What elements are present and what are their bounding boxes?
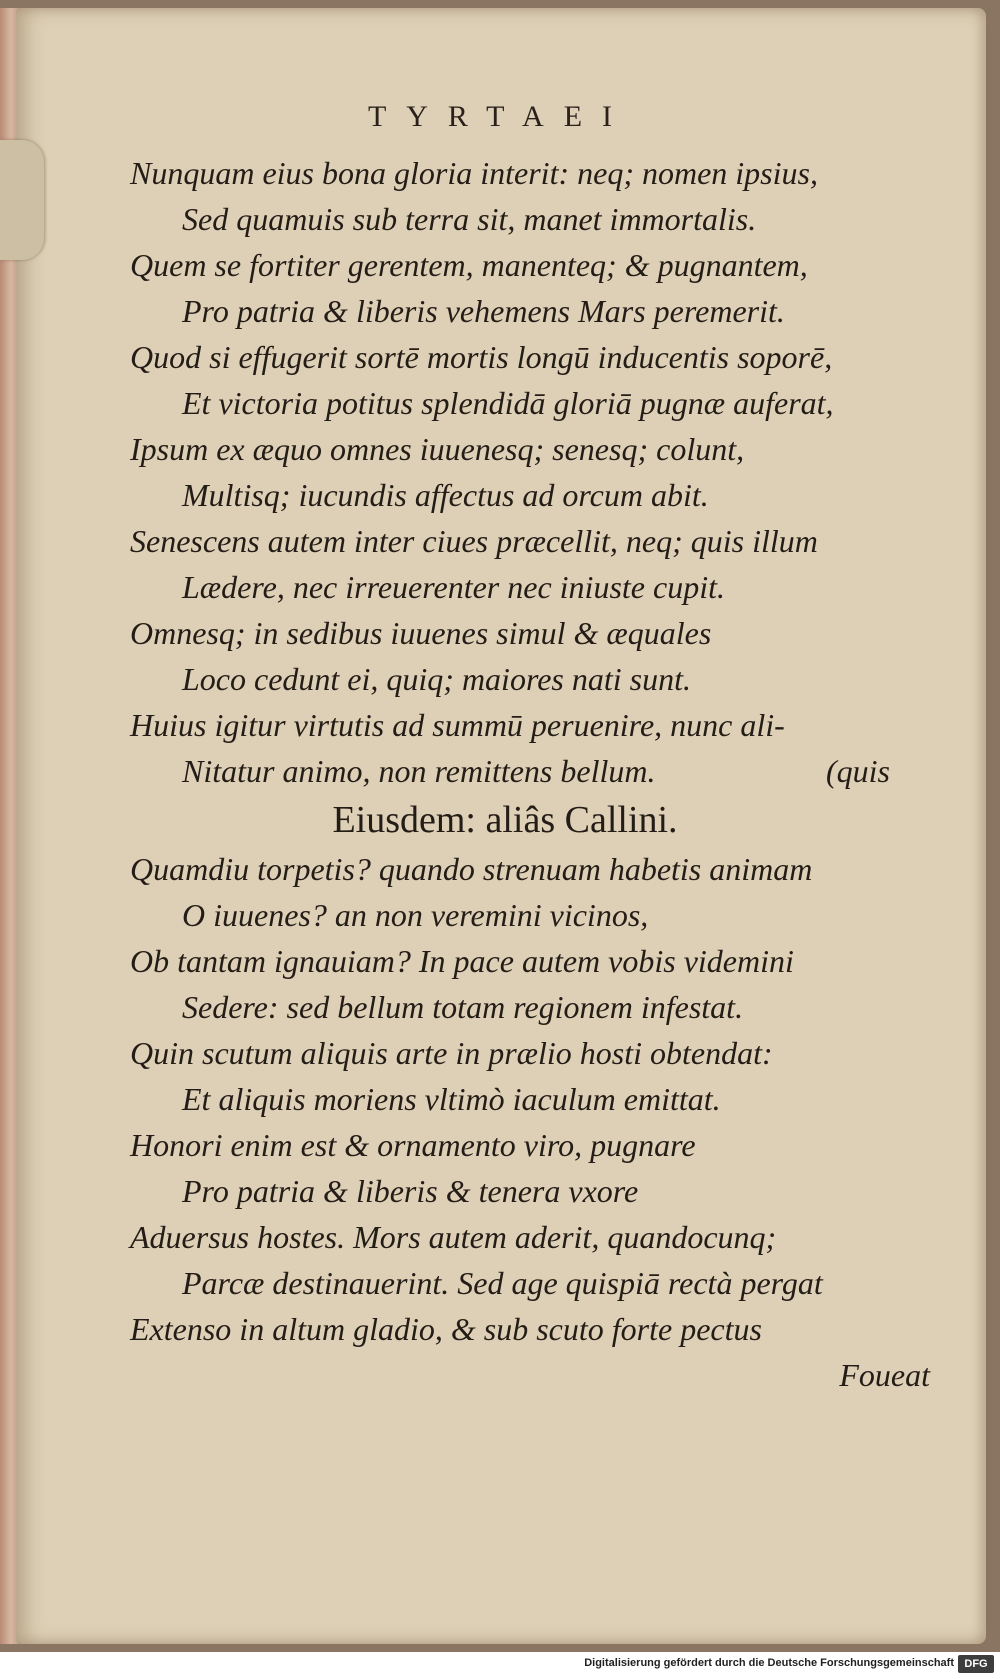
poem-line: Loco cedunt ei, quiq; maiores nati sunt. <box>182 661 691 697</box>
section-title: Eiusdem: aliâs Callini. <box>332 799 678 841</box>
poem-line: Honori enim est & ornamento viro, pugnare <box>130 1127 696 1163</box>
poem-line: Pro patria & liberis & tenera vxore <box>182 1173 639 1209</box>
poem-line: Quem se fortiter gerentem, manenteq; & pugnantem, <box>130 247 808 283</box>
poem-line: Pro patria & liberis vehemens Mars peremerit. <box>182 293 785 329</box>
poem-line: Et victoria potitus splendidā gloriā pugnæ auferat, <box>182 385 834 421</box>
poem-line: Parcæ destinauerint. Sed age quispiā rectà pergat <box>182 1265 823 1301</box>
running-head: TYRTAEI <box>367 100 633 133</box>
poem-line: O iuuenes? an non veremini vicinos, <box>182 897 649 933</box>
footer-bar <box>0 1652 1000 1679</box>
dfg-logo-icon: DFG <box>958 1655 994 1673</box>
line-continuation: (quis <box>826 753 890 789</box>
poem-line: Huius igitur virtutis ad summū peruenire, nunc ali- <box>130 707 785 743</box>
poem-line: Quod si effugerit sortē mortis longū inducentis soporē, <box>130 339 833 375</box>
poem-line: Extenso in altum gladio, & sub scuto forte pectus <box>130 1311 762 1347</box>
page-tab <box>0 140 44 260</box>
poem-line: Lædere, nec irreuerenter nec iniuste cupit. <box>182 569 725 605</box>
poem-line: Sed quamuis sub terra sit, manet immortalis. <box>182 201 757 237</box>
poem-line: Quamdiu torpetis? quando strenuam habetis animam <box>130 851 813 887</box>
catchword: Foueat <box>839 1357 930 1393</box>
poem-line: Senescens autem inter ciues præcellit, neq; quis illum <box>130 523 818 559</box>
poem-line: Omnesq; in sedibus iuuenes simul & æquales <box>130 615 712 651</box>
poem-line: Ob tantam ignauiam? In pace autem vobis videmini <box>130 943 794 979</box>
poem-line: Et aliquis moriens vltimò iaculum emittat. <box>182 1081 721 1117</box>
poem-line: Ipsum ex æquo omnes iuuenesq; senesq; colunt, <box>130 431 745 467</box>
funding-credit: Digitalisierung gefördert durch die Deutsche Forschungsgemeinschaft <box>584 1657 954 1669</box>
poem-text <box>130 150 950 1398</box>
poem-line: Aduersus hostes. Mors autem aderit, quandocunq; <box>130 1219 777 1255</box>
poem-line: Quin scutum aliquis arte in prælio hosti obtendat: <box>130 1035 773 1071</box>
poem-line: Multisq; iucundis affectus ad orcum abit. <box>182 477 709 513</box>
poem-line-with-continuation <box>130 748 950 794</box>
poem-line: Nunquam eius bona gloria interit: neq; nomen ipsius, <box>130 155 818 191</box>
poem-line: Sedere: sed bellum totam regionem infestat. <box>182 989 744 1025</box>
poem-line-text: Nitatur animo, non remittens bellum. <box>182 753 656 789</box>
